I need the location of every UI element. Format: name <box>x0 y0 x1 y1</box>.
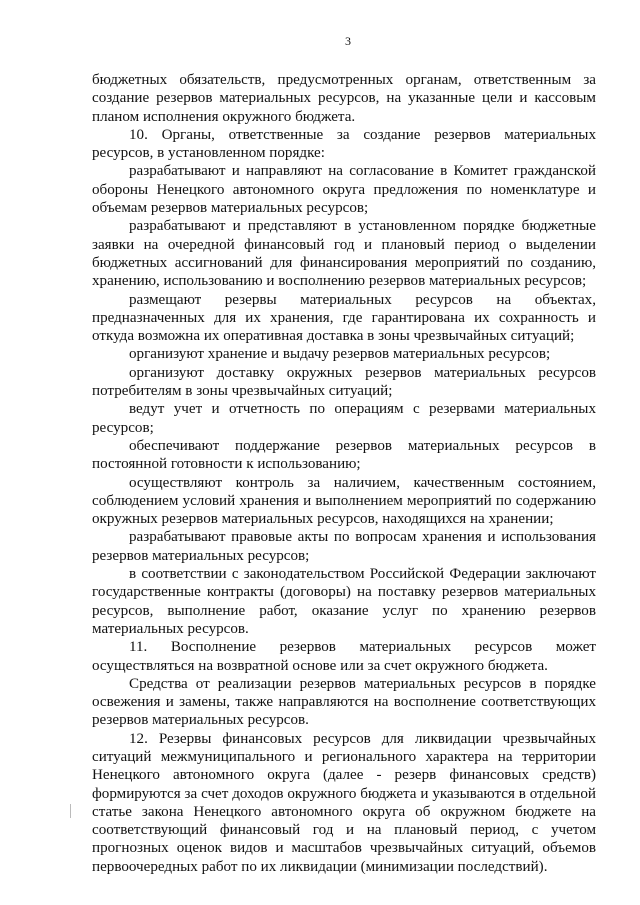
paragraph-duty-readiness: обеспечивают поддержание резервов материальных ресурсов в постоянной готовности к использованию; <box>92 437 596 473</box>
paragraph-continuation: бюджетных обязательств, предусмотренных органам, ответственным за создание резервов материальных ресурсов, на указанные цели и кассовым планом исполнения окружного бюджета. <box>92 72 596 125</box>
paragraph-duty-accounting: ведут учет и отчетность по операциям с резервами материальных ресурсов; <box>92 401 596 436</box>
paragraph-item-12: 12. Резервы финансовых ресурсов для ликвидации чрезвычайных ситуаций межмуниципального и регионального характера на территории Ненецкого автономного округа (далее - резерв финансовых средств) формируются за счет доходов окружного бюджета и указываются в отдельной статье закона Ненецкого автономного округа об окружном бюджете на соответствующий финансовый год и на плановый период, с учетом прогнозных оценок видов и масштабов чрезвычайных ситуаций, объемов первоочередных работ по их ликвидации (минимизации последствий). <box>92 730 596 875</box>
paragraph-duty-legal-acts: разрабатывают правовые акты по вопросам хранения и использования резервов материальных ресурсов; <box>92 529 596 564</box>
paragraph-duty-control: осуществляют контроль за наличием, качественным состоянием, соблюдением условий хранения и выполнением мероприятий по содержанию окружных резервов материальных ресурсов, находящихся на хранении; <box>92 474 596 528</box>
paragraph-duty-budget-requests: разрабатывают и представляют в установленном порядке бюджетные заявки на очередной финансовый год и плановый период о выделении бюджетных ассигнований для финансирования мероприятий по созданию, хранению, использованию и восполнению резервов материальных ресурсов; <box>92 218 596 290</box>
paragraph-item-11: 11. Восполнение резервов материальных ресурсов может осуществляться на возвратной основе или за счет окружного бюджета. <box>92 639 596 674</box>
paragraph-sale-proceeds: Средства от реализации резервов материальных ресурсов в порядке освежения и замены, также направляются на восполнение соответствующих резервов материальных ресурсов. <box>92 675 596 729</box>
paragraph-duty-contracts: в соответствии с законодательством Российской Федерации заключают государственные контракты (договоры) на поставку резервов материальных ресурсов, выполнение работ, оказание услуг по хранению резервов материальных ресурсов. <box>92 566 596 637</box>
paragraph-duty-storage: организуют хранение и выдачу резервов материальных ресурсов; <box>129 346 551 363</box>
margin-mark <box>70 804 71 818</box>
paragraph-duty-delivery: организуют доставку окружных резервов материальных ресурсов потребителям в зоны чрезвычайных ситуаций; <box>92 364 596 400</box>
page-number: 3 <box>345 34 351 48</box>
paragraph-duty-placement: размещают резервы материальных ресурсов на объектах, предназначенных для их хранения, где гарантирована их сохранность и откуда возможна их оперативная доставка в зоны чрезвычайных ситуаций; <box>92 291 596 345</box>
paragraph-item-10: 10. Органы, ответственные за создание резервов материальных ресурсов, в установленном порядке: <box>92 126 596 162</box>
paragraph-duty-approval: разрабатывают и направляют на согласование в Комитет гражданской обороны Ненецкого автономного округа предложения по номенклатуре и объемам резервов материальных ресурсов; <box>92 163 596 217</box>
document-body <box>92 71 596 876</box>
